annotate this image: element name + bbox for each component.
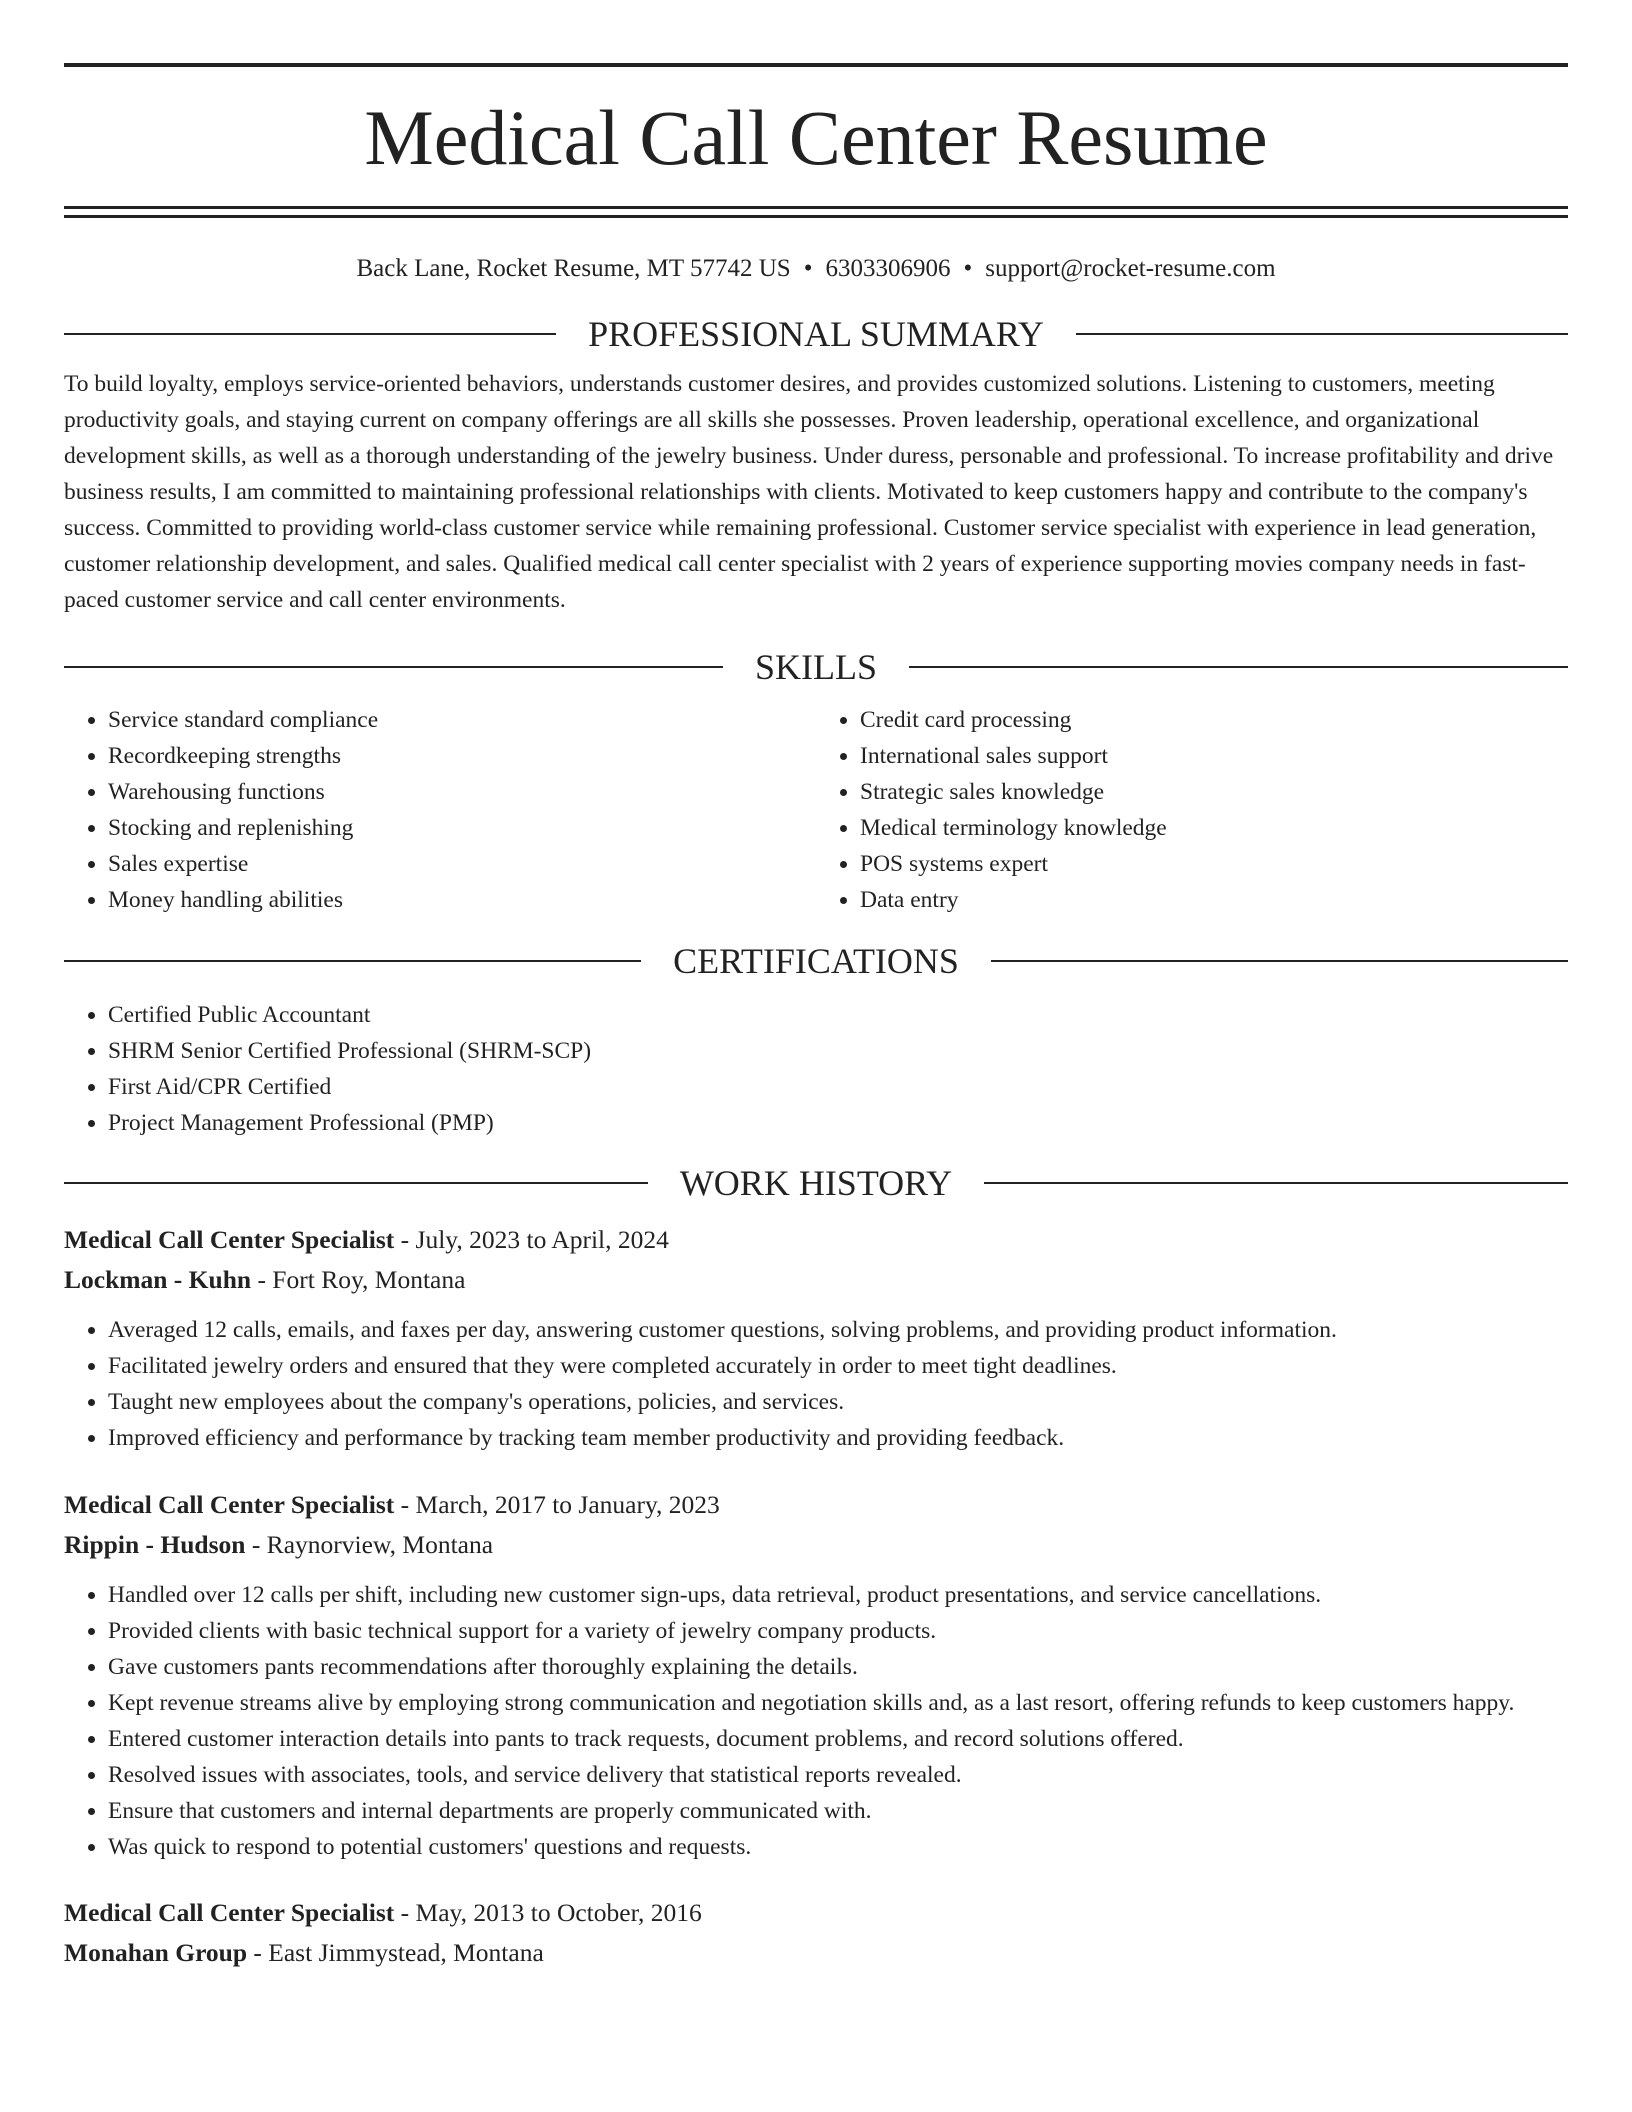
skill-item: • Warehousing functions — [108, 774, 816, 810]
job-company-line — [64, 1525, 1568, 1565]
job-title: Medical Call Center Specialist — [64, 1898, 395, 1927]
job-entry — [64, 1485, 1568, 1865]
skill-item: • Medical terminology knowledge — [860, 810, 1568, 846]
heading-rule-right — [991, 960, 1568, 962]
job-bullet: • Averaged 12 calls, emails, and faxes per day, answering customer questions, solving problems, and providing product information. — [108, 1312, 1568, 1348]
work-history-heading — [64, 1163, 1568, 1203]
job-company-line — [64, 1260, 1568, 1300]
certification-item: • SHRM Senior Certified Professional (SHRM-SCP) — [108, 1033, 1568, 1069]
job-dates: - May, 2013 to October, 2016 — [394, 1898, 702, 1927]
title-double-rule — [64, 206, 1568, 218]
contact-line — [64, 254, 1568, 284]
skill-item: • Money handling abilities — [108, 882, 816, 918]
skill-item: • Strategic sales knowledge — [860, 774, 1568, 810]
skill-item: • Credit card processing — [860, 702, 1568, 738]
skill-item: • Service standard compliance — [108, 702, 816, 738]
job-bullet: • Resolved issues with associates, tools, and service delivery that statistical reports revealed. — [108, 1757, 1568, 1793]
heading-rule-left — [64, 333, 556, 335]
job-title: Medical Call Center Specialist — [64, 1490, 395, 1519]
skill-item: • POS systems expert — [860, 846, 1568, 882]
job-company: Rippin - Hudson — [64, 1530, 246, 1559]
summary-text: To build loyalty, employs service-oriented behaviors, understands customer desires, and provides customized solutions. Listening to customers, meeting productivity goals, and staying current on company offerings are all skills she possesses. Proven leadership, operational excellence, and organizational development skills, as well as a thorough understanding of the jewelry business. Under duress, personable and professional. To increase profitability and drive business results, I am committed to maintaining professional relationships with clients. Motivated to keep customers happy and contribute to the company's success. Committed to providing world-class customer service while remaining professional. Customer service specialist with experience in lead generation, customer relationship development, and sales. Qualified medical call center specialist with 2 years of experience supporting movies company needs in fast-paced customer service and call center environments. — [64, 371, 1554, 613]
job-location: - Fort Roy, Montana — [251, 1265, 466, 1294]
job-bullet: • Handled over 12 calls per shift, including new customer sign-ups, data retrieval, product presentations, and service cancellations. — [108, 1577, 1568, 1613]
heading-rule-left — [64, 1182, 648, 1184]
certifications-heading-label: CERTIFICATIONS — [673, 941, 959, 981]
summary-heading-label: PROFESSIONAL SUMMARY — [588, 314, 1044, 354]
job-company: Lockman - Kuhn — [64, 1265, 252, 1294]
heading-rule-right — [909, 666, 1568, 668]
job-bullet: • Taught new employees about the company's operations, policies, and services. — [108, 1384, 1568, 1420]
job-title: Medical Call Center Specialist — [64, 1225, 395, 1254]
summary-heading — [64, 314, 1568, 354]
heading-rule-right — [1076, 333, 1568, 335]
skill-item: • Sales expertise — [108, 846, 816, 882]
job-bullet: • Improved efficiency and performance by tracking team member productivity and providing feedback. — [108, 1420, 1568, 1456]
job-bullet: • Facilitated jewelry orders and ensured that they were completed accurately in order to meet tight deadlines. — [108, 1348, 1568, 1384]
contact-separator: • — [963, 255, 973, 282]
skill-item: • International sales support — [860, 738, 1568, 774]
job-bullets — [64, 1312, 1568, 1456]
certifications-heading — [64, 941, 1568, 981]
job-bullet: • Kept revenue streams alive by employing strong communication and negotiation skills and, as a last resort, offering refunds to keep customers happy. — [108, 1685, 1568, 1721]
skill-item: • Stocking and replenishing — [108, 810, 816, 846]
skills-heading — [64, 647, 1568, 687]
skills-column-left — [64, 702, 816, 918]
job-bullets — [64, 1577, 1568, 1865]
job-bullet: • Provided clients with basic technical support for a variety of jewelry company products. — [108, 1613, 1568, 1649]
certifications-list — [64, 997, 1568, 1141]
job-dates: - March, 2017 to January, 2023 — [394, 1490, 720, 1519]
job-title-line — [64, 1893, 1568, 1933]
job-location: - East Jimmystead, Montana — [247, 1938, 544, 1967]
certification-item: • Certified Public Accountant — [108, 997, 1568, 1033]
contact-address: Back Lane, Rocket Resume, MT 57742 US — [356, 255, 791, 282]
job-bullet: • Was quick to respond to potential customers' questions and requests. — [108, 1829, 1568, 1865]
contact-separator: • — [803, 255, 813, 282]
contact-phone: 6303306906 — [825, 255, 951, 282]
top-rule — [64, 63, 1568, 67]
job-location: - Raynorview, Montana — [245, 1530, 494, 1559]
job-entry — [64, 1893, 1568, 1973]
certification-item: • Project Management Professional (PMP) — [108, 1105, 1568, 1141]
work-history-heading-label: WORK HISTORY — [679, 1163, 953, 1203]
job-company: Monahan Group — [64, 1938, 248, 1967]
skills-heading-label: SKILLS — [755, 647, 878, 687]
job-bullet: • Gave customers pants recommendations after thoroughly explaining the details. — [108, 1649, 1568, 1685]
job-entry — [64, 1220, 1568, 1456]
skills-column-right — [816, 702, 1568, 918]
job-title-line — [64, 1485, 1568, 1525]
heading-rule-right — [984, 1182, 1568, 1184]
job-bullet: • Entered customer interaction details into pants to track requests, document problems, and record solutions offered. — [108, 1721, 1568, 1757]
job-title-line — [64, 1220, 1568, 1260]
skills-list — [64, 702, 1568, 918]
contact-email: support@rocket-resume.com — [985, 255, 1276, 282]
heading-rule-left — [64, 960, 641, 962]
job-dates: - July, 2023 to April, 2024 — [394, 1225, 669, 1254]
resume-title: Medical Call Center Resume — [364, 94, 1268, 181]
job-bullet: • Ensure that customers and internal departments are properly communicated with. — [108, 1793, 1568, 1829]
job-company-line — [64, 1933, 1568, 1973]
heading-rule-left — [64, 666, 723, 668]
skill-item: • Recordkeeping strengths — [108, 738, 816, 774]
skill-item: • Data entry — [860, 882, 1568, 918]
certification-item: • First Aid/CPR Certified — [108, 1069, 1568, 1105]
